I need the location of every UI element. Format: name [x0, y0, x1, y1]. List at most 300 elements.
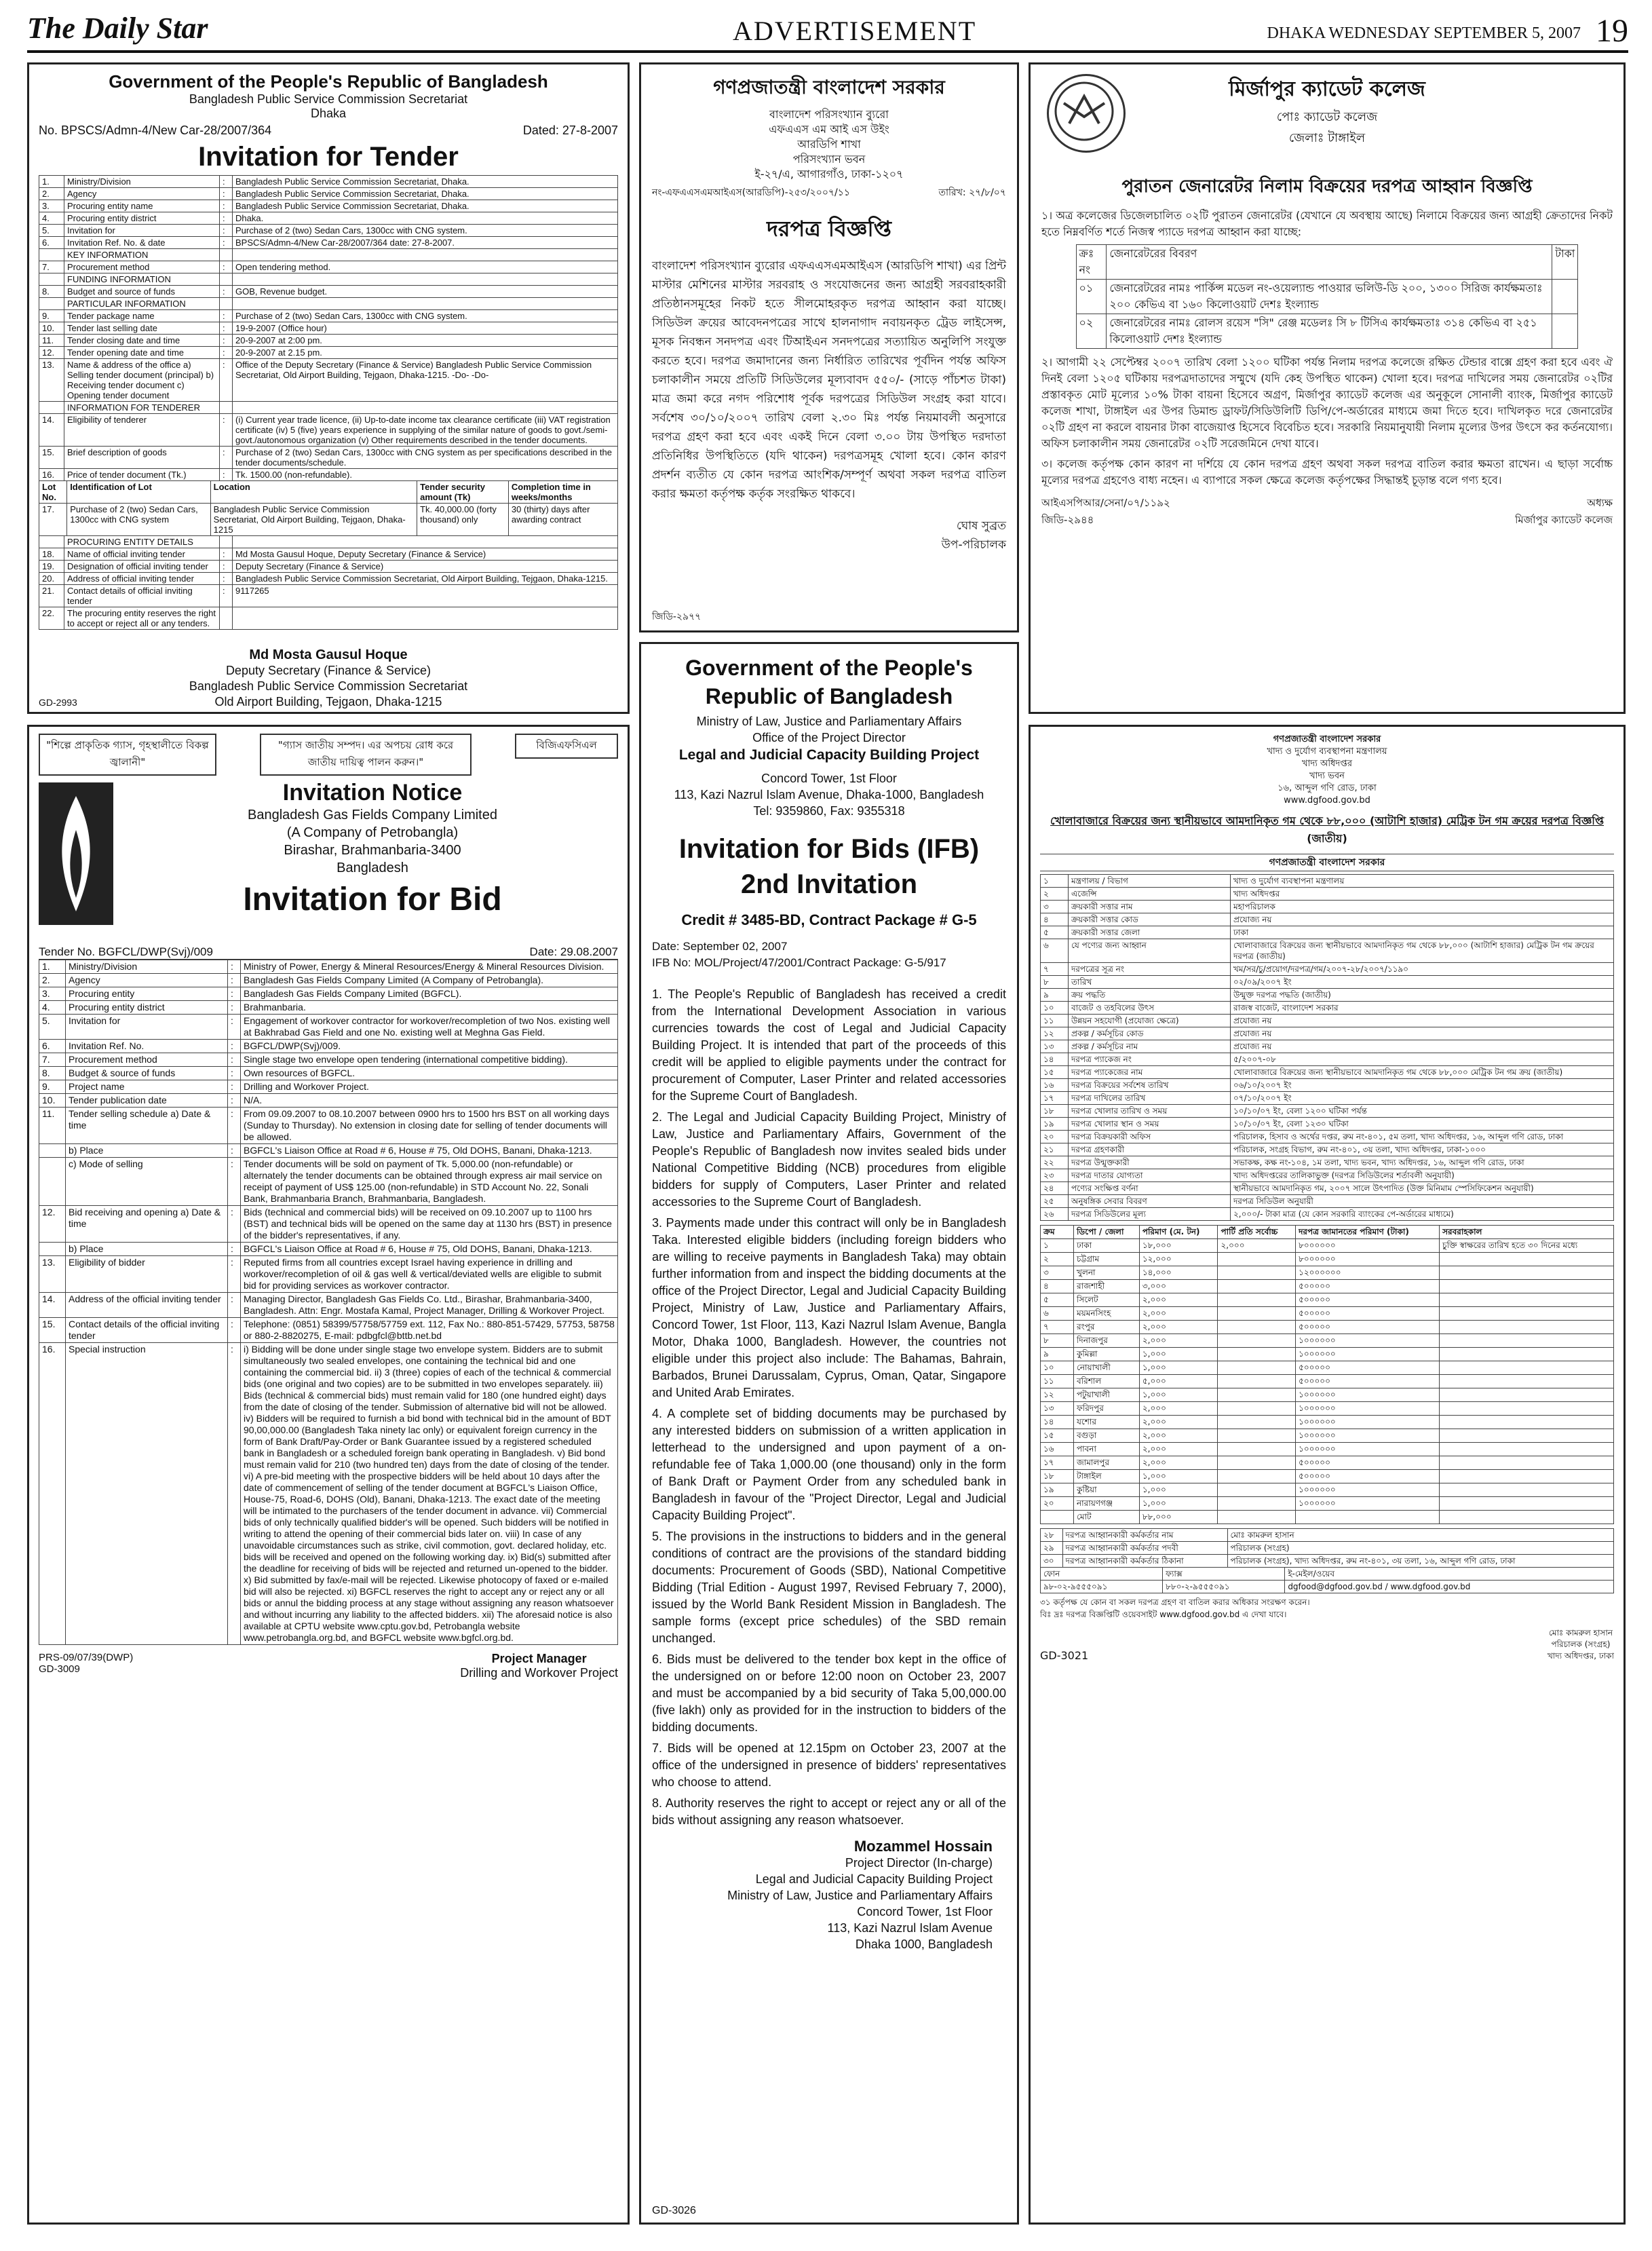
food-dist-row-cell: ১,০০০	[1139, 1483, 1218, 1497]
food-dist-row	[1041, 1334, 1614, 1348]
food-row-cell: ৯	[1041, 989, 1069, 1002]
ljcbp-heading-2: 2nd Invitation	[741, 869, 917, 899]
food-row-cell: খোলাবাজারে বিক্রয়ের জন্য স্থানীয়ভাবে আমদানিকৃত গম থেকে ৮৮,০০০ মেট্রিক টন গম ক্রয় (জাতীয়)	[1231, 1066, 1614, 1079]
food-row-cell: অনুষঙ্গিক সেবার বিবরণ	[1069, 1195, 1231, 1208]
food-dist-row-cell: যশোর	[1074, 1416, 1140, 1429]
ljcbp-addr-2: 113, Kazi Nazrul Islam Avenue, Dhaka-1000, Bangladesh	[674, 788, 984, 801]
bpsc-row-cell: Deputy Secretary (Finance & Service)	[233, 561, 618, 573]
food-row-cell: দরপত্রের সূত্র নং	[1069, 963, 1231, 976]
food-dist-row-cell: পটুয়াখালী	[1074, 1388, 1140, 1402]
food-head-line: ১৬, আব্দুল গণি রোড, ঢাকা	[1278, 783, 1377, 793]
food-dist-head: ডিপো / জেলা	[1074, 1226, 1140, 1239]
food-row	[1041, 976, 1614, 989]
food-dist-row-cell: ১৭	[1041, 1456, 1074, 1470]
food-row-cell: দরপত্র উন্মুক্তকারী	[1069, 1156, 1231, 1169]
bpsc-row-cell	[233, 298, 618, 310]
bpsc-row	[39, 310, 618, 322]
food-row-cell: ২,০০০/- টাকা মাত্র (যে কোন সরকারি ব্যাংকের পে-অর্ডারের মাধ্যমে)	[1231, 1208, 1614, 1221]
bbs-title: গণপ্রজাতন্ত্রী বাংলাদেশ সরকার	[713, 76, 945, 98]
bpsc-row-cell: 4.	[39, 212, 64, 225]
food-email-link[interactable]: dgfood@dgfood.gov.bd / www.dgfood.gov.bd	[1285, 1581, 1614, 1593]
bpsc-row	[39, 536, 618, 548]
food-dist-row-cell	[1440, 1280, 1614, 1293]
bpsc-row-cell: PROCURING ENTITY DETAILS	[64, 536, 220, 548]
bpsc-row	[39, 176, 618, 188]
bgfcl-row-cell: Bid receiving and opening a) Date & time	[66, 1206, 228, 1243]
bgfcl-row-cell: :	[228, 1040, 241, 1053]
food-dist-row-cell: খুলনা	[1074, 1266, 1140, 1280]
bpsc-row	[39, 335, 618, 347]
bgfcl-table	[39, 960, 618, 1645]
food-dist-row-cell	[1218, 1388, 1296, 1402]
food-row-cell: ০৬/১০/২০০৭ ইং	[1231, 1079, 1614, 1092]
bpsc-row-cell	[220, 298, 233, 310]
bgfcl-org-1: Bangladesh Gas Fields Company Limited	[248, 808, 497, 822]
bpsc-row-cell: :	[220, 585, 233, 607]
mcc-cell: ০১	[1076, 280, 1107, 314]
food-dist-row-cell: দিনাজপুর	[1074, 1334, 1140, 1348]
food-row-cell: ১০/১০/০৭ ইং, বেলা ১২৩০ ঘটিকা	[1231, 1118, 1614, 1131]
food-dist-row-cell: ২,০০০	[1139, 1443, 1218, 1456]
ljcbp-para: 6. Bids must be delivered to the tender box kept in the office of the undersigned on or before 12:00 noon on October 23, 2007 and must be accompanied by a bid security of Taka 5,00,000.00 (five lakh) only as provided for in the instruction to bidders of the bidding documents.	[652, 1652, 1006, 1734]
bgfcl-row	[39, 1243, 618, 1256]
food-dist-row-cell: ১০০০০০০	[1296, 1416, 1440, 1429]
food-row-cell: প্রযোজ্য নয়	[1231, 1040, 1614, 1053]
food-row-cell: ক্রয় পদ্ধতি	[1069, 989, 1231, 1002]
bpsc-sig-line-1: Deputy Secretary (Finance & Service)	[225, 664, 431, 677]
food-row-cell: দরপত্র প্যাকেজের নাম	[1069, 1066, 1231, 1079]
bpsc-lot-cell: 30 (thirty) days after awarding contract	[508, 504, 617, 536]
food-dist-row-cell	[1440, 1361, 1614, 1375]
bgfcl-row	[39, 1001, 618, 1015]
mcc-sign: অধ্যক্ষ	[1587, 497, 1613, 509]
food-dist-row-cell: ৫,০০০	[1139, 1375, 1218, 1388]
bgfcl-row	[39, 987, 618, 1001]
food-row	[1041, 888, 1614, 901]
food-dist-row-cell: ৬	[1041, 1307, 1074, 1321]
food-dist-row	[1041, 1375, 1614, 1388]
food-row-cell: ১১	[1041, 1015, 1069, 1027]
food-row	[1041, 1040, 1614, 1053]
bpsc-signature	[39, 647, 618, 710]
food-cell: মোঃ কামরুল হাসান	[1227, 1529, 1613, 1542]
bgfcl-tender-no: Tender No. BGFCL/DWP(Svj)/009	[39, 945, 213, 958]
food-dist-row	[1041, 1239, 1614, 1253]
bgfcl-row-cell: 14.	[39, 1293, 66, 1318]
bpsc-row-cell: KEY INFORMATION	[64, 249, 220, 261]
bgfcl-row-cell: Address of the official inviting tender	[66, 1293, 228, 1318]
food-dist-row-cell: ১৮	[1041, 1470, 1074, 1483]
bpsc-row-cell: BPSCS/Admn-4/New Car-28/2007/364 date: 27-8-2007.	[233, 237, 618, 249]
food-row-cell: সভাকক্ষ, কক্ষ নং-১০৪, ১ম তলা, খাদ্য ভবন, খাদ্য অধিদপ্তর, ১৬, আব্দুল গণি রোড, ঢাকা	[1231, 1156, 1614, 1169]
bpsc-row-cell: 2.	[39, 188, 64, 200]
food-row-cell: খাদ্য ও দুর্যোগ ব্যবস্থাপনা মন্ত্রণালয়	[1231, 875, 1614, 888]
bgfcl-row-cell: Tender publication date	[66, 1094, 228, 1108]
food-row-cell: ২০	[1041, 1131, 1069, 1143]
ljcbp-para: 3. Payments made under this contract will only be in Bangladesh Taka. Interested eligible bidders (including foreign bidders who are willing to receive payments in Bangladesh Taka) may obtain further information from and inspect the bidding documents at the office of the Project Director, Legal and Judicial Capacity Building Project, Ministry of Law, Justice and Parliamentary Affairs, Concord Tower, 1st Floor, 113, Kazi Nazrul Islam Avenue, Bangla Motor, Dhaka 1000, Bangladesh. However, the countries not eligible under this project also include: The Bahamas, Bahrain, Barbados, Brunei Darussalam, Cyprus, Oman, Qatar, Singapore and United Arab Emirates.	[652, 1216, 1006, 1399]
bpsc-row	[39, 414, 618, 447]
food-dist-row-cell: ২,০০০	[1139, 1307, 1218, 1321]
bpsc-row-cell: :	[220, 237, 233, 249]
food-row-cell: ঢাকা	[1231, 926, 1614, 939]
bgfcl-row-cell: 6.	[39, 1040, 66, 1053]
bpsc-lot-cell: Tk. 40,000.00 (forty thousand) only	[417, 504, 509, 536]
bpsc-row-cell	[39, 249, 64, 261]
food-row	[1041, 1066, 1614, 1079]
bpsc-row-cell	[233, 402, 618, 414]
food-dist-row	[1041, 1402, 1614, 1416]
food-head	[1040, 734, 1614, 807]
food-dist-row-cell: ময়মনসিংহ	[1074, 1307, 1140, 1321]
food-phone-table	[1040, 1567, 1614, 1593]
food-last: ৩১ কর্তৃপক্ষ যে কোন বা সকল দরপত্র গ্রহণ বা বাতিল করার অধিকার সংরক্ষণ করেন।	[1040, 1597, 1310, 1607]
bgfcl-row-cell: BGFCL's Liaison Office at Road # 6, House # 75, Old DOHS, Banani, Dhaka-1213.	[241, 1144, 618, 1158]
bgfcl-heading: Invitation for Bid	[243, 882, 502, 918]
food-dist-row-cell: ১০০০০০০	[1296, 1402, 1440, 1416]
bgfcl-row	[39, 1080, 618, 1094]
food-dist-row-cell: ১২,০০০	[1139, 1253, 1218, 1266]
food-row-cell: পণ্যের সংক্ষিপ্ত বর্ণনা	[1069, 1182, 1231, 1195]
bgfcl-row-cell: Bids (technical and commercial bids) will be received on 09.10.2007 up to 1100 hrs (BST) and technical bids will be opened on the same day at 1130 hrs (BST) in presence of the bidder's representatives, if any.	[241, 1206, 618, 1243]
food-row-cell: ৭	[1041, 963, 1069, 976]
food-row	[1041, 1105, 1614, 1118]
bpsc-row-cell	[220, 402, 233, 414]
food-dist-row-cell: বরিশাল	[1074, 1375, 1140, 1388]
bgfcl-org-4: Bangladesh	[337, 860, 408, 875]
bpsc-row-cell: FUNDING INFORMATION	[64, 273, 220, 286]
bpsc-row-cell: Dhaka.	[233, 212, 618, 225]
food-dist-head: পরিমাণ (মে. টন)	[1139, 1226, 1218, 1239]
food-dist-row-cell: সিলেট	[1074, 1293, 1140, 1307]
bgfcl-row-cell: 9.	[39, 1080, 66, 1094]
food-dist-row-cell: ১২	[1041, 1388, 1074, 1402]
food-dist-row-cell: চট্টগ্রাম	[1074, 1253, 1140, 1266]
food-row-cell: ৪	[1041, 913, 1069, 926]
food-dist-row-cell: ২,০০০	[1139, 1334, 1218, 1348]
food-dist-row-cell: ৩,০০০	[1139, 1280, 1218, 1293]
ljcbp-body	[652, 986, 1006, 1829]
food-dist-row-cell	[1041, 1511, 1074, 1524]
bgfcl-row-cell: Single stage two envelope open tendering (international competitive bidding).	[241, 1053, 618, 1067]
bgfcl-row-cell: BGFCL's Liaison Office at Road # 6, House # 75, Old DOHS, Banani, Dhaka-1213.	[241, 1243, 618, 1256]
food-head-line: খাদ্য অধিদপ্তর	[1302, 759, 1352, 769]
food-row	[1041, 913, 1614, 926]
food-dist-row-cell: ২,০০০	[1139, 1402, 1218, 1416]
food-row-cell: ৫/২০০৭-০৮	[1231, 1053, 1614, 1066]
food-head-line: খাদ্য ভবন	[1309, 771, 1345, 781]
food-dist-row-cell	[1218, 1334, 1296, 1348]
food-dist-row-cell	[1296, 1511, 1440, 1524]
bgfcl-row-cell	[39, 1144, 66, 1158]
food-row-cell: ১৩	[1041, 1040, 1069, 1053]
food-row	[1041, 1092, 1614, 1105]
bgfcl-row	[39, 1293, 618, 1318]
bgfcl-row-cell: 3.	[39, 987, 66, 1001]
bgfcl-row-cell: 4.	[39, 1001, 66, 1015]
food-head-line: গণপ্রজাতন্ত্রী বাংলাদেশ সরকার	[1273, 734, 1381, 744]
food-dist-row-cell: ১৬	[1041, 1443, 1074, 1456]
bgfcl-row-cell: Budget & source of funds	[66, 1067, 228, 1080]
bgfcl-row-cell: Agency	[66, 974, 228, 987]
food-row-cell: খোলাবাজারে বিক্রয়ের জন্য স্থানীয়ভাবে আমদানিকৃত গম থেকে ৮৮,০০০ (আটাশি হাজার) মেট্রিক টন গম ক্রয়ের দরপত্র (জাতীয়)	[1231, 939, 1614, 963]
food-row-cell: ১	[1041, 875, 1069, 888]
bgfcl-row-cell: :	[228, 1206, 241, 1243]
bpsc-row-cell: 1.	[39, 176, 64, 188]
food-row-cell: ১৭	[1041, 1092, 1069, 1105]
food-row-cell: তারিখ	[1069, 976, 1231, 989]
food-dist-row-cell	[1218, 1456, 1296, 1470]
bgfcl-notice: Invitation Notice	[282, 780, 463, 806]
bpsc-row	[39, 237, 618, 249]
bgfcl-date: Date: 29.08.2007	[529, 945, 618, 958]
bpsc-row	[39, 469, 618, 481]
bpsc-lot-head: Location	[210, 481, 417, 504]
food-dist-row-cell	[1218, 1348, 1296, 1361]
food-row	[1041, 901, 1614, 913]
food-dist-table	[1040, 1225, 1614, 1524]
bgfcl-row-cell: :	[228, 1108, 241, 1144]
food-dist-row	[1041, 1443, 1614, 1456]
ljcbp-sign-line: Project Director (In-charge)	[845, 1856, 993, 1870]
bpsc-row-cell: 9117265	[233, 585, 618, 607]
food-dist-row-cell: ৮	[1041, 1334, 1074, 1348]
bbs-line: আরডিপি শাখা	[797, 138, 861, 151]
bpsc-row	[39, 286, 618, 298]
food-dist-row-cell: ১০০০০০০	[1296, 1348, 1440, 1361]
ljcbp-para: 4. A complete set of bidding documents may be purchased by any interested bidders on submission of a written application in letterhead to the undersigned and upon payment of a on-refundable fee of Taka 1,000.00 (one thousand) only in the form of Bank Draft or Payment Order from any scheduled bank in Bangladesh in favour of the "Project Director, Legal and Judicial Capacity Building Project".	[652, 1407, 1006, 1522]
mcc-cell: জেনারেটরের নামঃ রোলস রয়েস "সি" রেঞ্জ মডেলঃ সি ৮ টিসিএ কার্যক্ষমতাঃ ৩১৪ কেভিএ বা ২৫১ কিলোওয়াট দেশঃ ইংল্যান্ড	[1107, 314, 1552, 349]
bpsc-row-cell: Tender closing date and time	[64, 335, 220, 347]
bpsc-row-cell: :	[220, 200, 233, 212]
food-row	[1041, 1015, 1614, 1027]
food-dist-row-cell: ১০০০০০০	[1296, 1334, 1440, 1348]
bpsc-lot-cell: Purchase of 2 (two) Sedan Cars, 1300cc with CNG system	[67, 504, 210, 536]
food-dist-row-cell	[1440, 1402, 1614, 1416]
bgfcl-slogan-3: বিজিএফসিএল	[515, 734, 618, 759]
bgfcl-row-cell: Managing Director, Bangladesh Gas Fields Co. Ltd., Birashar, Brahmanbaria-3400, Bangladesh. Attn: Engr. Mostafa Kamal, Project Manager, Drilling & Workover Project.	[241, 1293, 618, 1318]
food-row-cell: দরপত্র বিক্রয়ের সর্বশেষ তারিখ	[1069, 1079, 1231, 1092]
food-dist-row-cell	[1440, 1293, 1614, 1307]
bgfcl-row-cell: Tender documents will be sold on payment of Tk. 5,000.00 (non-refundable) or alternately the tender documents can be obtained through express air mail service on receipt of payment of US$ 125.00 (non-refundable) in STD Account No. 22, Sonali Bank, Brahmanbaria Branch, Brahmanbaria, Bangladesh.	[241, 1158, 618, 1206]
food-dist-row-cell: বগুড়া	[1074, 1429, 1140, 1443]
bpsc-row-cell: :	[220, 225, 233, 237]
ljcbp-office: Office of the Project Director	[752, 731, 906, 744]
bpsc-heading: Invitation for Tender	[198, 142, 459, 172]
food-dist-row-cell: ৫০০০০০	[1296, 1361, 1440, 1375]
bpsc-row-cell: :	[220, 469, 233, 481]
bpsc-row	[39, 447, 618, 469]
bgfcl-row-cell: 10.	[39, 1094, 66, 1108]
food-row-cell: ০৭/১০/২০০৭ ইং	[1231, 1092, 1614, 1105]
bpsc-gd: GD-2993	[39, 697, 77, 708]
bpsc-row-cell: Bangladesh Public Service Commission Secretariat, Dhaka.	[233, 188, 618, 200]
bgfcl-row	[39, 1040, 618, 1053]
bgfcl-org-2: (A Company of Petrobangla)	[286, 825, 459, 840]
food-dist-row-cell: ৫	[1041, 1293, 1074, 1307]
food-cell: ফোন	[1041, 1568, 1163, 1581]
bpsc-row-cell: (i) Current year trade licence, (ii) Up-to-date income tax clearance certificate (iii) VAT registration certificate (iv) 5 (five) years experience in supplying of the similar nature of goods to govt./semi-govt./autonomous organization (v) Other requirements described in the tender documents.	[233, 414, 618, 447]
bpsc-row-cell	[39, 402, 64, 414]
ljcbp-sign-line: Legal and Judicial Capacity Building Project	[755, 1872, 993, 1886]
bpsc-row-cell: 3.	[39, 200, 64, 212]
bgfcl-row-cell: :	[228, 1318, 241, 1343]
bpsc-row-cell: Ministry/Division	[64, 176, 220, 188]
food-dist-row-cell	[1218, 1416, 1296, 1429]
mcc-sign2: মির্জাপুর ক্যাডেট কলেজ	[1515, 514, 1613, 526]
food-dist-row-cell: রাজশাহী	[1074, 1280, 1140, 1293]
bpsc-row-cell: 6.	[39, 237, 64, 249]
food-row-cell: ৫	[1041, 926, 1069, 939]
food-dist-row	[1041, 1497, 1614, 1511]
food-dist-row-cell: টাঙ্গাইল	[1074, 1470, 1140, 1483]
food-row	[1041, 1118, 1614, 1131]
food-dist-row-cell: ২০	[1041, 1497, 1074, 1511]
bpsc-row-cell: Tender package name	[64, 310, 220, 322]
bgfcl-row	[39, 1343, 618, 1645]
bpsc-row-cell	[220, 249, 233, 261]
bpsc-ref: No. BPSCS/Admn-4/New Car-28/2007/364	[39, 124, 272, 137]
food-dist-row-cell: ১৪	[1041, 1416, 1074, 1429]
bgfcl-row-cell: :	[228, 1067, 241, 1080]
bgfcl-row-cell: Ministry/Division	[66, 960, 228, 974]
food-row	[1041, 926, 1614, 939]
food-row-cell: দরপত্র দাতার যোগ্যতা	[1069, 1169, 1231, 1182]
food-gd: GD-3021	[1040, 1649, 1089, 1662]
food-row	[1041, 1182, 1614, 1195]
food-dist-row-cell: ১,০০০	[1139, 1361, 1218, 1375]
food-heading: খোলাবাজারে বিক্রয়ের জন্য স্থানীয়ভাবে আমদানিকৃত গম থেকে ৮৮,০০০ (আটাশি হাজার) মেট্রিক টন গম ক্রয়ের দরপত্র বিজ্ঞপ্তি	[1050, 814, 1605, 827]
food-row	[1041, 1208, 1614, 1221]
food-row	[1041, 1053, 1614, 1066]
bgfcl-gd: GD-3009	[39, 1663, 80, 1675]
bpsc-row-cell: Name of official inviting tender	[64, 548, 220, 561]
bgfcl-row	[39, 960, 618, 974]
food-dist-row-cell: ৫০০০০০	[1296, 1280, 1440, 1293]
food-row-cell: ক্রয়কারী সত্তার জেলা	[1069, 926, 1231, 939]
bgfcl-row-cell: :	[228, 1080, 241, 1094]
bbs-line: বাংলাদেশ পরিসংখ্যান ব্যুরো	[769, 108, 889, 121]
bpsc-row-cell: 9.	[39, 310, 64, 322]
bpsc-row-cell: Procurement method	[64, 261, 220, 273]
section-title: ADVERTISEMENT	[733, 16, 977, 46]
mcc-heading: পুরাতন জেনারেটর নিলাম বিক্রয়ের দরপত্র আহ্বান বিজ্ঞপ্তি	[1121, 176, 1533, 197]
bpsc-row-cell: Invitation Ref. No. & date	[64, 237, 220, 249]
bpsc-row-cell: 21.	[39, 585, 64, 607]
food-dist-row-cell	[1218, 1361, 1296, 1375]
bgfcl-row-cell: :	[228, 987, 241, 1001]
bpsc-row-cell: 5.	[39, 225, 64, 237]
bgfcl-row-cell: :	[228, 1053, 241, 1067]
food-row	[1041, 1131, 1614, 1143]
food-dist-row-cell	[1440, 1416, 1614, 1429]
bgfcl-row	[39, 1206, 618, 1243]
bgfcl-row-cell: Engagement of workover contractor for workover/recompletion of two Nos. existing well at Bakhrabad Gas Field and one No. existing well at Meghna Gas Field.	[241, 1015, 618, 1040]
ljcbp-sign: Mozammel Hossain	[853, 1838, 993, 1855]
bpsc-row-cell: :	[220, 414, 233, 447]
bpsc-row-cell: :	[220, 447, 233, 469]
bpsc-row-cell: 13.	[39, 359, 64, 402]
food-row	[1041, 1002, 1614, 1015]
food-row-cell: দরপত্র সিডিউলের মূল্য	[1069, 1208, 1231, 1221]
bpsc-row-cell: Office of the Deputy Secretary (Finance & Service) Bangladesh Public Service Commission Secretariat, Old Airport Building, Tejgaon, Dhaka-1215. -Do- -Do-	[233, 359, 618, 402]
food-dist-row-cell: ১৪,০০০	[1139, 1266, 1218, 1280]
ljcbp-addr-1: Concord Tower, 1st Floor	[761, 772, 897, 785]
food-row-cell: পরিচালক, সংগ্রহ বিভাগ, রুম নং-৪০১, ৩য় তলা, খাদ্য অধিদপ্তর, ঢাকা-১০০০	[1231, 1143, 1614, 1156]
bpsc-row	[39, 200, 618, 212]
food-row	[1041, 1027, 1614, 1040]
food-row-cell: ১৪	[1041, 1053, 1069, 1066]
bpsc-row	[39, 212, 618, 225]
food-dist-row-cell: ১,০০০	[1139, 1470, 1218, 1483]
bpsc-lot-head: Completion time in weeks/months	[508, 481, 617, 504]
bgfcl-row-cell: Ministry of Power, Energy & Mineral Resources/Energy & Mineral Resources Division.	[241, 960, 618, 974]
masthead	[27, 10, 1628, 53]
food-row-cell: প্রকল্প / কর্মসূচির নাম	[1069, 1040, 1231, 1053]
food-row-cell: স্থানীয়ভাবে আমদানিকৃত গম, ২০০৭ সালে উৎপাদিত (উক্ত মিনিমাম স্পেসিফিকেশন অনুযায়ী)	[1231, 1182, 1614, 1195]
food-row-cell: ২	[1041, 888, 1069, 901]
bpsc-row-cell	[39, 273, 64, 286]
bpsc-row-cell: 12.	[39, 347, 64, 359]
bpsc-row	[39, 273, 618, 286]
food-dist-row-cell: ৮০০০০০০	[1296, 1239, 1440, 1253]
food-dist-row-cell: নারায়ণগঞ্জ	[1074, 1497, 1140, 1511]
ljcbp-sign-line: Ministry of Law, Justice and Parliamentary Affairs	[727, 1889, 993, 1902]
food-dist-row	[1041, 1307, 1614, 1321]
bpsc-row-cell: Bangladesh Public Service Commission Secretariat, Dhaka.	[233, 200, 618, 212]
food-row-cell: দরপত্র খোলার তারিখ ও সময়	[1069, 1105, 1231, 1118]
food-row-cell: ক্রয়কারী সত্তার নাম	[1069, 901, 1231, 913]
bgfcl-row	[39, 1144, 618, 1158]
bpsc-row-cell: :	[220, 548, 233, 561]
bpsc-lot-table	[39, 480, 618, 536]
bgfcl-row-cell: 1.	[39, 960, 66, 974]
ljcbp-credit: Credit # 3485-BD, Contract Package # G-5	[681, 911, 977, 928]
food-dist-row-cell: ৫০০০০০	[1296, 1456, 1440, 1470]
food-dist-row-cell	[1218, 1293, 1296, 1307]
bpsc-row-cell: Md Mosta Gausul Hoque, Deputy Secretary (Finance & Service)	[233, 548, 618, 561]
food-dist-row-cell: ১৫	[1041, 1429, 1074, 1443]
food-dist-row-cell: ৫০০০০০	[1296, 1470, 1440, 1483]
food-dist-row-cell: চুক্তি স্বাক্ষরের তারিখ হতে ৩০ দিনের মধ্যে	[1440, 1239, 1614, 1253]
bgfcl-row-cell: Reputed firms from all countries except Israel having experience in drilling and workover/recompletion of oil & gas well & vertical/deviated wells are eligible to submit bid for providing services as workover contractor.	[241, 1256, 618, 1293]
food-dist-row-cell: ১,০০০	[1139, 1388, 1218, 1402]
food-row-cell: পরিচালক, হিসাব ও অর্থের দপ্তর, রুম নং-৪০১, ৫ম তলা, খাদ্য অধিদপ্তর, ১৬, আব্দুল গণি রোড, ঢাকা	[1231, 1131, 1614, 1143]
food-dist-row-cell	[1218, 1483, 1296, 1497]
bgfcl-row-cell: Invitation Ref. No.	[66, 1040, 228, 1053]
bgfcl-row-cell	[39, 1158, 66, 1206]
ljcbp-title-1: Government of the People's	[685, 656, 973, 680]
food-dist-row-cell	[1440, 1253, 1614, 1266]
bgfcl-row-cell: Tender selling schedule a) Date & time	[66, 1108, 228, 1144]
bpsc-row-cell: :	[220, 573, 233, 585]
bpsc-row-cell: Invitation for	[64, 225, 220, 237]
bpsc-row	[39, 249, 618, 261]
bpsc-row-cell: GOB, Revenue budget.	[233, 286, 618, 298]
bpsc-row-cell: :	[220, 561, 233, 573]
bpsc-row-cell: 19-9-2007 (Office hour)	[233, 322, 618, 335]
food-dist-row-cell	[1218, 1429, 1296, 1443]
bbs-sign-title: উপ-পরিচালক	[941, 538, 1006, 552]
bpsc-row	[39, 402, 618, 414]
food-dist-row-cell	[1218, 1253, 1296, 1266]
food-website-link[interactable]: www.dgfood.gov.bd	[1284, 795, 1370, 806]
food-sign-line: খাদ্য অধিদপ্তর, ঢাকা	[1547, 1651, 1614, 1661]
bgfcl-row-cell: From 09.09.2007 to 08.10.2007 between 0900 hrs to 1500 hrs BST on all working days (Sunday to Thursday). No extension in closing date for selling of tender documents will be allowed.	[241, 1108, 618, 1144]
food-dist-row	[1041, 1483, 1614, 1497]
bpsc-row-cell: 19.	[39, 561, 64, 573]
bpsc-row-cell	[233, 249, 618, 261]
food-row-cell: মহাপরিচালক	[1231, 901, 1614, 913]
